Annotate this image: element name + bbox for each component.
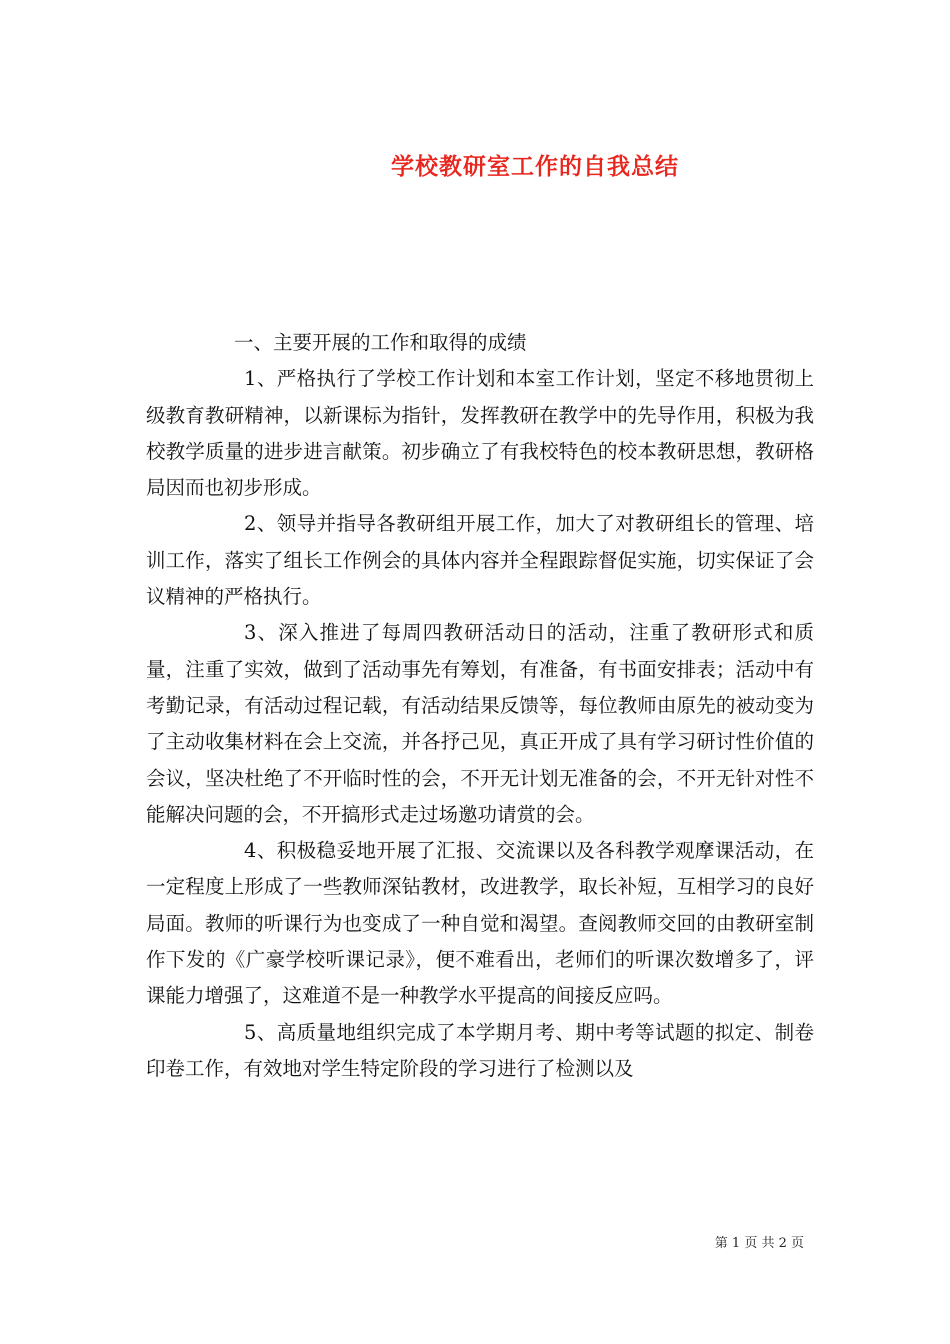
paragraph-1: 1、严格执行了学校工作计划和本室工作计划，坚定不移地贯彻上级教育教研精神，以新课标为指针，发挥教研在教学中的先导作用，积极为我校教学质量的进步进言献策。初步确立了有我校特色的校本教研思想，教研格局因而也初步形成。 [146,367,814,500]
section-heading: 一、主要开展的工作和取得的成绩 [234,331,527,354]
document-title: 学校教研室工作的自我总结 [391,154,679,181]
paragraph-2: 2、领导并指导各教研组开展工作，加大了对教研组长的管理、培训工作，落实了组长工作例会的具体内容并全程跟踪督促实施，切实保证了会议精神的严格执行。 [146,512,814,609]
document-body [146,325,814,1087]
paragraph-3: 3、深入推进了每周四教研活动日的活动，注重了教研形式和质量，注重了实效，做到了活动事先有筹划，有准备，有书面安排表；活动中有考勤记录，有活动过程记载，有活动结果反馈等，每位教师由原先的被动变为了主动收集材料在会上交流，并各抒己见，真正开成了具有学习研讨性价值的会议，坚决杜绝了不开临时性的会，不开无计划无准备的会，不开无针对性不能解决问题的会，不开搞形式走过场邀功请赏的会。 [146,621,814,826]
paragraph-5: 5、高质量地组织完成了本学期月考、期中考等试题的拟定、制卷印卷工作，有效地对学生特定阶段的学习进行了检测以及 [146,1020,814,1080]
page-indicator: 第 1 页 共 2 页 [714,1236,804,1251]
paragraph-4: 4、积极稳妥地开展了汇报、交流课以及各科教学观摩课活动，在一定程度上形成了一些教师深钻教材，改进教学，取长补短，互相学习的良好局面。教师的听课行为也变成了一种自觉和渴望。查阅教师交回的由教研室制作下发的《广豪学校听课记录》，便不难看出，老师们的听课次数增多了，评课能力增强了，这难道不是一种教学水平提高的间接反应吗。 [146,839,814,1008]
